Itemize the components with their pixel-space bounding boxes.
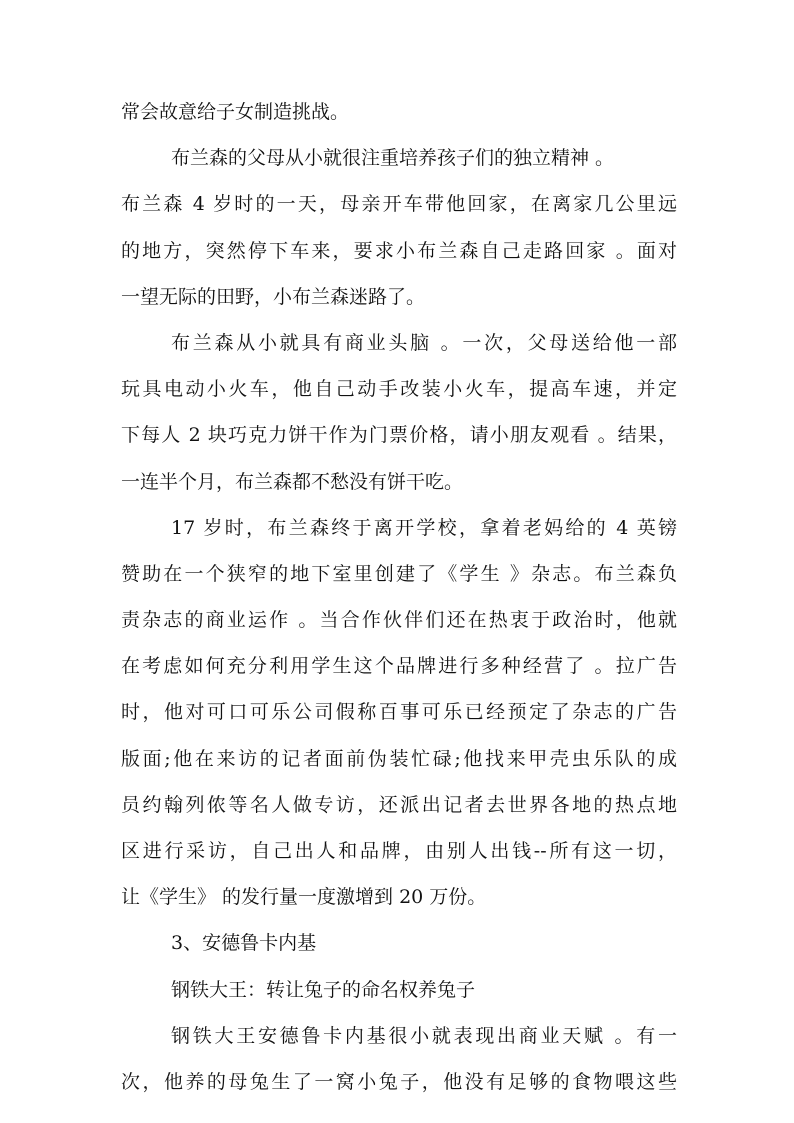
text-line: 一连半个月，布兰森都不愁没有饼干吃。 [121,470,464,493]
text-line: 布兰森 4 岁时的一天，母亲开车带他回家，在离家几公里远 [121,193,677,216]
text-line: 的地方，突然停下车来，要求小布兰森自己走路回家 。面对 [121,239,677,262]
text-line: 3、安德鲁卡内基 [171,932,317,955]
text-line: 布兰森的父母从小就很注重培养孩子们的独立精神 。 [171,147,615,170]
text-line: 赞助在一个狭窄的地下室里创建了《学生 》杂志。布兰森负 [121,562,677,585]
text-line: 一望无际的田野，小布兰森迷路了。 [121,285,426,308]
text-line: 员约翰列侬等名人做专访，还派出记者去世界各地的热点地 [121,793,677,816]
text-line: 布兰森从小就具有商业头脑 。一次，父母送给他一部 [171,331,677,354]
text-line: 17 岁时，布兰森终于离开学校，拿着老妈给的 4 英镑 [171,516,677,539]
text-line: 次，他养的母兔生了一窝小兔子，他没有足够的食物喂这些 [121,1070,677,1093]
text-line: 钢铁大王安德鲁卡内基很小就表现出商业天赋 。有一 [171,1024,677,1047]
text-line: 版面;他在来访的记者面前伪装忙碌;他找来甲壳虫乐队的成 [121,747,677,770]
text-line: 钢铁大王：转让兔子的命名权养兔子 [171,978,476,1001]
text-line: 让《学生》 的发行量一度激增到 20 万份。 [121,886,487,909]
text-line: 在考虑如何充分利用学生这个品牌进行多种经营了 。拉广告 [121,655,677,678]
text-line: 责杂志的商业运作 。当合作伙伴们还在热衷于政治时，他就 [121,609,677,632]
text-line: 下每人 2 块巧克力饼干作为门票价格，请小朋友观看 。结果， [121,424,677,447]
body-text [121,89,677,1105]
text-line: 玩具电动小火车，他自己动手改装小火车，提高车速，并定 [121,378,677,401]
text-line: 区进行采访，自己出人和品牌，由别人出钱--所有这一切， [121,840,677,862]
text-line: 时，他对可口可乐公司假称百事可乐已经预定了杂志的广告 [121,701,677,724]
text-line: 常会故意给子女制造挑战。 [121,101,350,123]
